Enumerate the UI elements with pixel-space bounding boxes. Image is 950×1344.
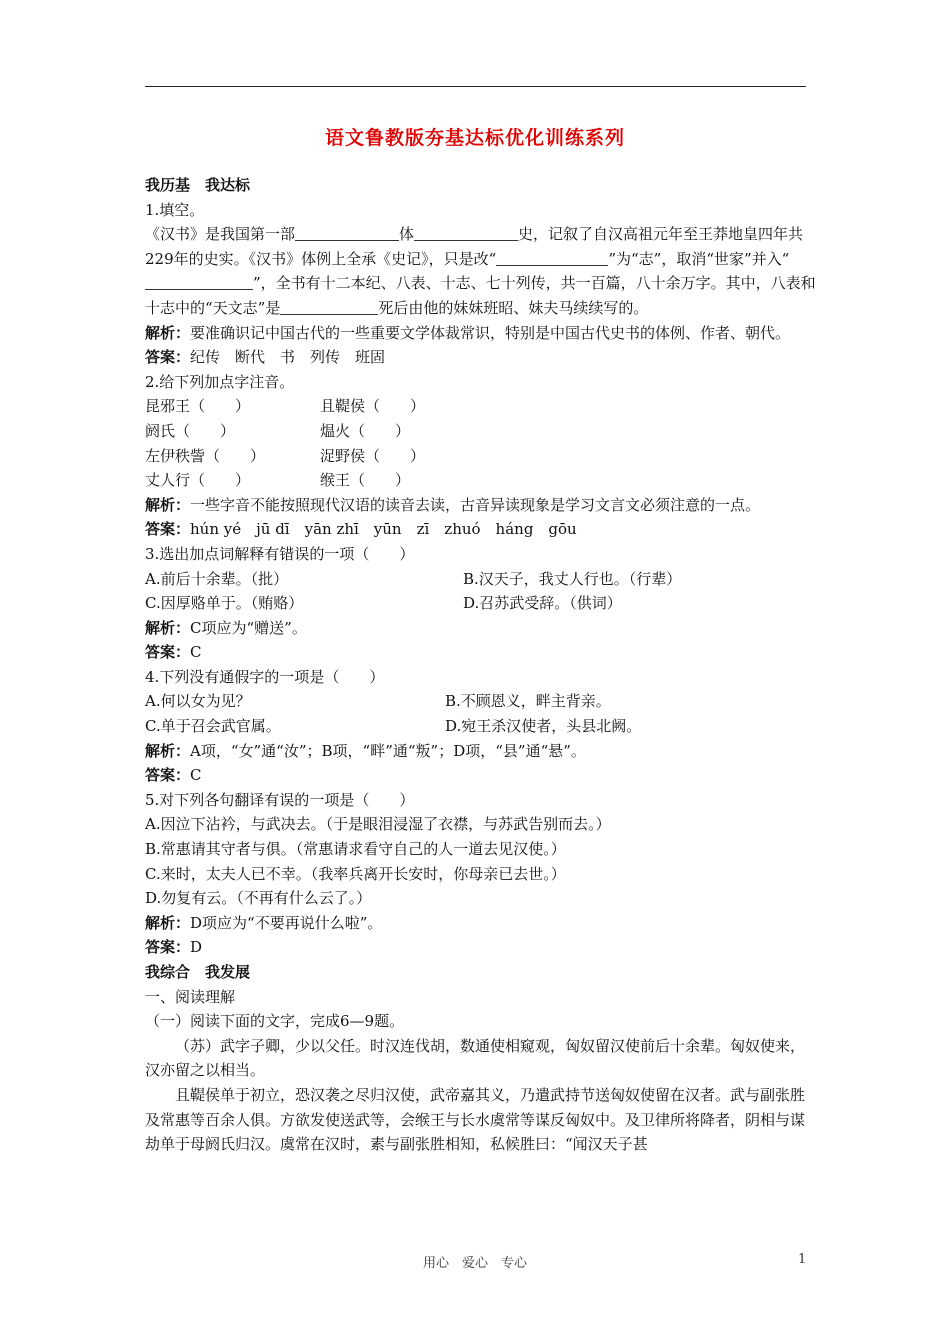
- doc-body: [145, 173, 817, 1157]
- part-instruction: （一）阅读下面的文字，完成6—9题。: [145, 1012, 405, 1031]
- q2-row: 丈人行（ ） 缑王（ ）: [145, 471, 411, 490]
- q1-head: 1.填空。: [145, 200, 205, 219]
- part-heading: 一、阅读理解: [145, 987, 236, 1006]
- blank: [280, 298, 378, 315]
- q5-answer: 答案：D: [145, 938, 203, 957]
- q4-options: C.单于召会武官属。 D.宛王杀汉使者，头县北阙。: [145, 717, 642, 736]
- q2-row: 阏氏（ ） 煴火（ ）: [145, 421, 411, 440]
- q4-options: A.何以女为见？ B.不顾恩义，畔主背亲。: [145, 692, 611, 711]
- q2-analysis: 解析：一些字音不能按照现代汉语的读音去读，古音异读现象是学习文言文必须注意的一点。: [145, 495, 761, 514]
- q4-analysis: 解析：A项，“女”通“汝”；B项，“畔”通“叛”；D项，“县”通“悬”。: [145, 741, 586, 760]
- q5-analysis: 解析：D项应为“不要再说什么啦”。: [145, 913, 383, 932]
- q1-answer: 答案：纪传 断代 书 列传 班固: [145, 348, 386, 367]
- q3-answer: 答案：C: [145, 643, 202, 662]
- q4-head: 4.下列没有通假字的一项是（ ）: [145, 667, 385, 686]
- q3-options: C.因厚赂单于。（贿赂） D.召苏武受辞。（供词）: [145, 594, 622, 613]
- page-footer: 用心 爱心 专心: [422, 1256, 527, 1271]
- reading-paragraph: 且鞮侯单于初立，恐汉袭之尽归汉使，武帝嘉其义，乃遣武持节送匈奴使留在汉者。武与副张胜及常惠等百余人俱。方欲发使送武等，会缑王与长水虞常等谋反匈奴中。及卫律所将降者，阴相与谋劫单于母阏氏归汉。虞常在汉时，素与副张胜相知，私候胜曰：“闻汉天子甚: [145, 1085, 806, 1154]
- blank: [414, 224, 518, 241]
- doc-title: 语文鲁教版夯基达标优化训练系列: [324, 127, 625, 149]
- blank: [145, 273, 253, 290]
- q3-analysis: 解析：C项应为“赠送”。: [145, 618, 307, 637]
- page-number: 1: [798, 1252, 807, 1267]
- q5-option-c: C.来时，太夫人已不幸。（我率兵离开长安时，你母亲已去世。）: [145, 864, 566, 883]
- q3-head: 3.选出加点词解释有错误的一项（ ）: [145, 544, 415, 563]
- q1-analysis: 解析：要准确识记中国古代的一些重要文学体裁常识，特别是中国古代史书的体例、作者、朝代。: [145, 323, 791, 342]
- q3-options: A.前后十余辈。（批） B.汉天子，我丈人行也。（行辈）: [145, 569, 682, 588]
- reading-paragraph: （苏）武字子卿，少以父任。时汉连伐胡，数通使相窥观，匈奴留汉使前后十余辈。匈奴使来，汉亦留之以相当。: [145, 1036, 806, 1080]
- section-heading: 我历基 我达标: [145, 176, 251, 194]
- q2-row: 左伊秩訾（ ） 浞野侯（ ）: [145, 446, 426, 465]
- q5-option-b: B.常惠请其守者与俱。（常惠请求看守自己的人一道去见汉使。）: [145, 840, 566, 859]
- q2-head: 2.给下列加点字注音。: [145, 372, 295, 391]
- blank: [295, 224, 399, 241]
- q2-answer: 答案：hún yé jū dī yān zhī yūn zī zhuó háng gōu: [145, 520, 577, 539]
- q1-text: 《汉书》是我国第一部 体 史，记叙了自汉高祖元年至王莽地皇四年共229年的史实。《汉书》体例上全承《史记》，只是改“ ”为“志”，取消“世家”并入“”，全书有十二本纪、八表、十志、七十列传，共一百篇，八十余万字。其中，八表和十志中的“天文志”是 死后由他的妹妹班昭、妹夫马续续写的。: [145, 225, 816, 317]
- q4-answer: 答案：C: [145, 766, 202, 785]
- q5-option-a: A.因泣下沾衿，与武决去。（于是眼泪浸湿了衣襟，与苏武告别而去。）: [145, 815, 611, 834]
- header-rule: [145, 86, 806, 87]
- q5-head: 5.对下列各句翻译有误的一项是（ ）: [145, 790, 415, 809]
- section-heading: 我综合 我发展: [145, 963, 251, 981]
- q2-row: 昆邪王（ ） 且鞮侯（ ）: [145, 397, 426, 416]
- q5-option-d: D.勿复有云。（不再有什么云了。）: [145, 889, 372, 908]
- blank: [496, 249, 608, 266]
